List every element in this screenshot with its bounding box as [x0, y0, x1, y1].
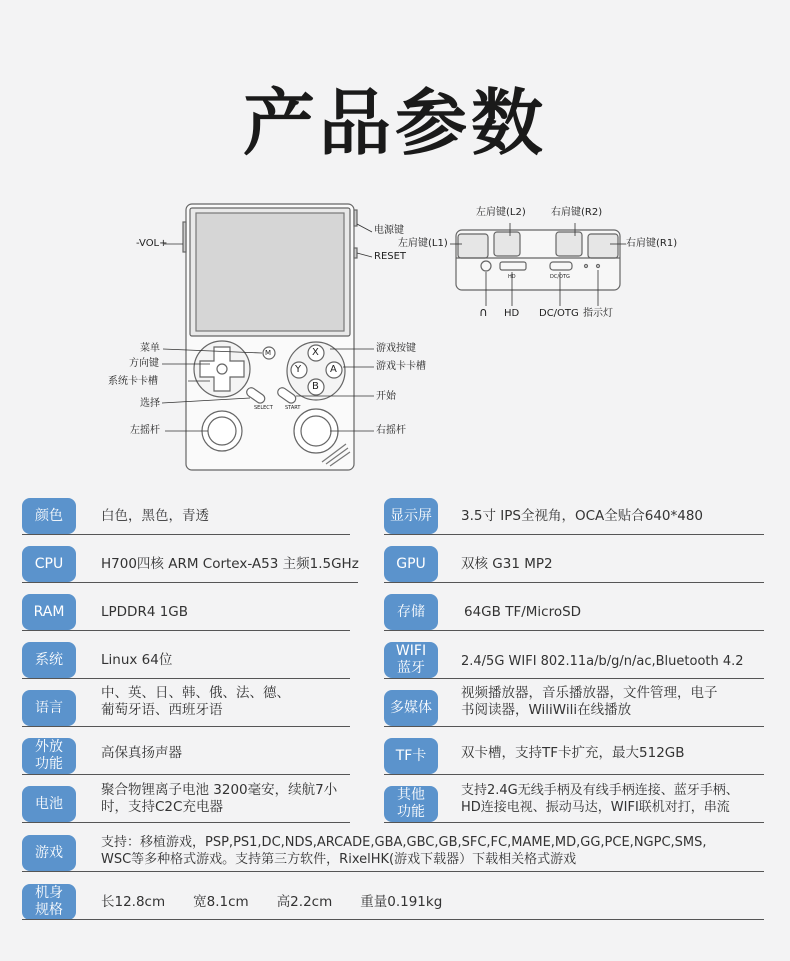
spec-label-screen: 显示屏 — [384, 498, 438, 534]
spec-value-storage: 64GB TF/MicroSD — [464, 604, 582, 620]
callout-r1: 右肩键(R1) — [626, 238, 678, 249]
spec-value-size — [101, 894, 442, 911]
button-x-label: X — [312, 347, 319, 358]
spec-value-battery: 聚合物锂离子电池 3200毫安，续航7小 时，支持C2C充电器 — [101, 782, 338, 815]
callout-right-stick: 右摇杆 — [376, 425, 406, 436]
callout-indicator: 指示灯 — [583, 308, 613, 319]
spec-label-gpu: GPU — [384, 546, 438, 582]
spec-value-ram: LPDDR4 1GB — [101, 604, 189, 620]
spec-label-system: 系统 — [22, 642, 76, 678]
callout-l1: 左肩键(L1) — [398, 238, 448, 249]
callout-dpad: 方向键 — [129, 358, 159, 369]
divider — [384, 534, 764, 535]
spec-value-media: 视频播放器，音乐播放器，文件管理，电子 书阅读器，WiliWili在线播放 — [461, 685, 718, 718]
spec-value-system: Linux 64位 — [101, 652, 173, 668]
spec-value-cpu: H700四核 ARM Cortex-A53 主频1.5GHz — [101, 556, 359, 572]
callout-select: 选择 — [140, 398, 160, 409]
callout-sys-card: 系统卡卡槽 — [108, 376, 158, 387]
divider — [384, 630, 764, 631]
button-b-label: B — [312, 381, 319, 392]
page-title: 产品参数 — [242, 81, 547, 165]
callout-dc-otg: DC/OTG — [539, 308, 579, 319]
divider — [22, 582, 358, 583]
divider — [384, 774, 764, 775]
callout-game-card: 游戏卡卡槽 — [376, 361, 426, 372]
divider — [22, 678, 350, 679]
spec-label-size: 机身 规格 — [22, 884, 76, 920]
size-height: 高2.2cm — [276, 894, 333, 910]
spec-value-gpu: 双核 G31 MP2 — [461, 556, 553, 572]
spec-value-other: 支持2.4G无线手柄及有线手柄连接、蓝牙手柄、 HD连接电视、振动马达，WIFI联机对打，串流 — [461, 783, 739, 815]
spec-label-tf: TF卡 — [384, 738, 438, 774]
callout-reset: RESET — [374, 251, 407, 262]
callout-hd: HD — [504, 308, 520, 319]
spec-label-color: 颜色 — [22, 498, 76, 534]
headphone-icon: ∩ — [479, 305, 488, 319]
spec-value-games: 支持：移植游戏，PSP,PS1,DC,NDS,ARCADE,GBA,GBC,GB,SFC,FC,MAME,MD,GG,PCE,NGPC,SMS, WSC等多种格式游戏。支持第三方软件，RixelHK(游戏下载器）下载相关格式游戏 — [101, 835, 707, 867]
spec-label-media: 多媒体 — [384, 690, 438, 726]
divider — [384, 726, 764, 727]
spec-value-language: 中、英、日、韩、俄、法、德、 葡萄牙语、西班牙语 — [101, 685, 290, 718]
spec-value-wifi: 2.4/5G WIFI 802.11a/b/g/n/ac,Bluetooth 4.2 — [461, 654, 744, 669]
spec-label-other: 其他 功能 — [384, 786, 438, 822]
spec-label-speaker: 外放 功能 — [22, 738, 76, 774]
divider — [384, 822, 764, 823]
divider — [22, 630, 350, 631]
divider — [384, 582, 764, 583]
select-small-label: SELECT — [254, 405, 273, 411]
port-dcotg-label: DC/OTG — [550, 274, 570, 280]
callout-r2: 右肩键(R2) — [551, 207, 603, 218]
spec-label-cpu: CPU — [22, 546, 76, 582]
divider — [22, 726, 350, 727]
spec-label-battery: 电池 — [22, 786, 76, 822]
divider — [22, 871, 764, 872]
divider — [22, 919, 764, 920]
size-length: 长12.8cm — [101, 894, 166, 910]
callout-menu: 菜单 — [140, 343, 160, 354]
divider — [384, 678, 764, 679]
port-hd-label: HD — [508, 274, 516, 280]
size-width: 宽8.1cm — [193, 894, 249, 910]
spec-label-language: 语言 — [22, 690, 76, 726]
start-small-label: START — [285, 405, 301, 411]
callout-power: 电源键 — [374, 225, 404, 236]
divider — [22, 534, 350, 535]
callout-start: 开始 — [376, 391, 396, 402]
spec-value-screen: 3.5寸 IPS全视角，OCA全贴合640*480 — [461, 508, 704, 524]
callout-vol: -VOL+ — [136, 238, 168, 249]
button-y-label: Y — [295, 364, 302, 375]
divider — [22, 774, 350, 775]
device-top-illustration — [440, 200, 640, 320]
divider — [22, 822, 350, 823]
callout-l2: 左肩键(L2) — [476, 207, 526, 218]
spec-label-ram: RAM — [22, 594, 76, 630]
spec-value-tf: 双卡槽，支持TF卡扩充，最大512GB — [461, 745, 685, 761]
spec-value-speaker: 高保真扬声器 — [101, 745, 182, 761]
size-weight: 重量0.191kg — [360, 894, 443, 910]
callout-left-stick: 左摇杆 — [130, 425, 160, 436]
callout-game-buttons: 游戏按键 — [376, 343, 416, 354]
spec-label-storage: 存储 — [384, 594, 438, 630]
spec-value-color: 白色，黑色，青透 — [101, 508, 209, 524]
spec-label-wifi: WIFI 蓝牙 — [384, 642, 438, 678]
button-a-label: A — [330, 364, 337, 375]
spec-label-games: 游戏 — [22, 835, 76, 871]
button-m-label: M — [265, 349, 272, 357]
